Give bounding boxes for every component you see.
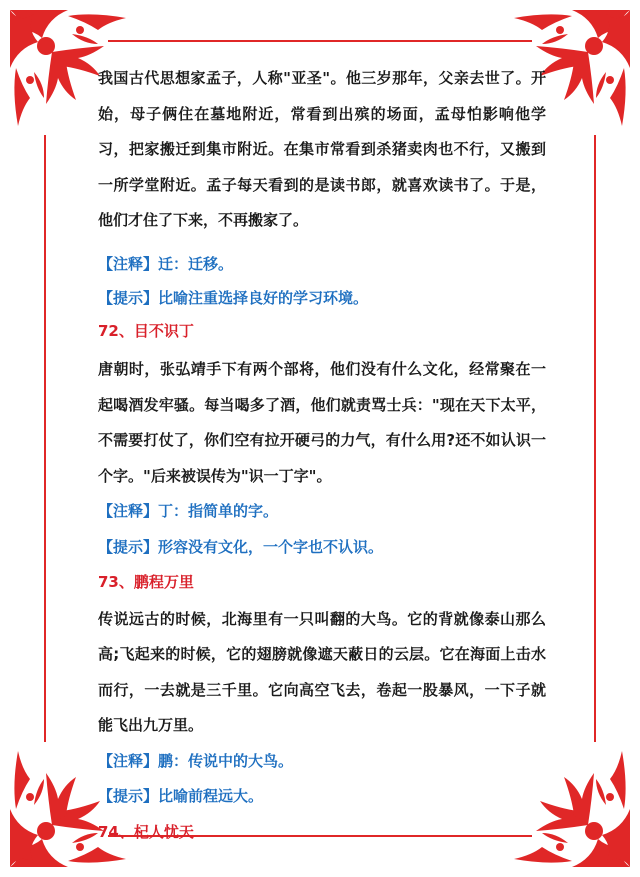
frame-right-border [594, 135, 596, 742]
annotation-note: 【注释】鹏：传说中的大鸟。 [98, 751, 294, 770]
frame-top-border [108, 40, 532, 42]
hint-note: 【提示】比喻注重选择良好的学习环境。 [98, 289, 369, 307]
story-paragraph-73: 传说远古的时候，北海里有一只叫翻的大鸟。它的背就像泰山那么高;飞起来的时候，它的翅膀就像遮天蔽日的云层。它在海面上击水而行，一去就是三千里。它向高空飞去，卷起一股暴风，一下子就能飞出九万里。 [98, 609, 546, 734]
idiom-heading-74: 74、杞人忧天 [98, 822, 194, 841]
annotation-note: 【注释】迁：迁移。 [98, 254, 234, 273]
idiom-heading-73: 73、鹏程万里 [98, 573, 194, 591]
hint-note: 【提示】比喻前程远大。 [98, 787, 264, 805]
story-paragraph-mencius: 我国古代思想家孟子，人称"亚圣"。他三岁那年，父亲去世了。开始，母子俩住在墓地附近，常看到出殡的场面，孟母怕影响他学习，把家搬迁到集市附近。在集市常看到杀猪卖肉也不行，又搬到一所学堂附近。孟子每天看到的是读书郎，就喜欢读书了。于是，他们才住了下来，不再搬家了。 [98, 69, 546, 229]
hint-note: 【提示】形容没有文化，一个字也不认识。 [98, 537, 384, 556]
article-body [98, 62, 546, 850]
frame-left-border [44, 135, 46, 742]
annotation-note: 【注释】丁：指简单的字。 [98, 502, 279, 520]
idiom-heading-72: 72、目不识丁 [98, 321, 194, 340]
story-paragraph-72: 唐朝时，张弘靖手下有两个部将，他们没有什么文化，经常聚在一起喝酒发牢骚。每当喝多了酒，他们就责骂士兵："现在天下太平，不需要打仗了，你们空有拉开硬弓的力气，有什么用?还不如认识一个字。"后来被误传为"识一丁字"。 [98, 360, 546, 485]
